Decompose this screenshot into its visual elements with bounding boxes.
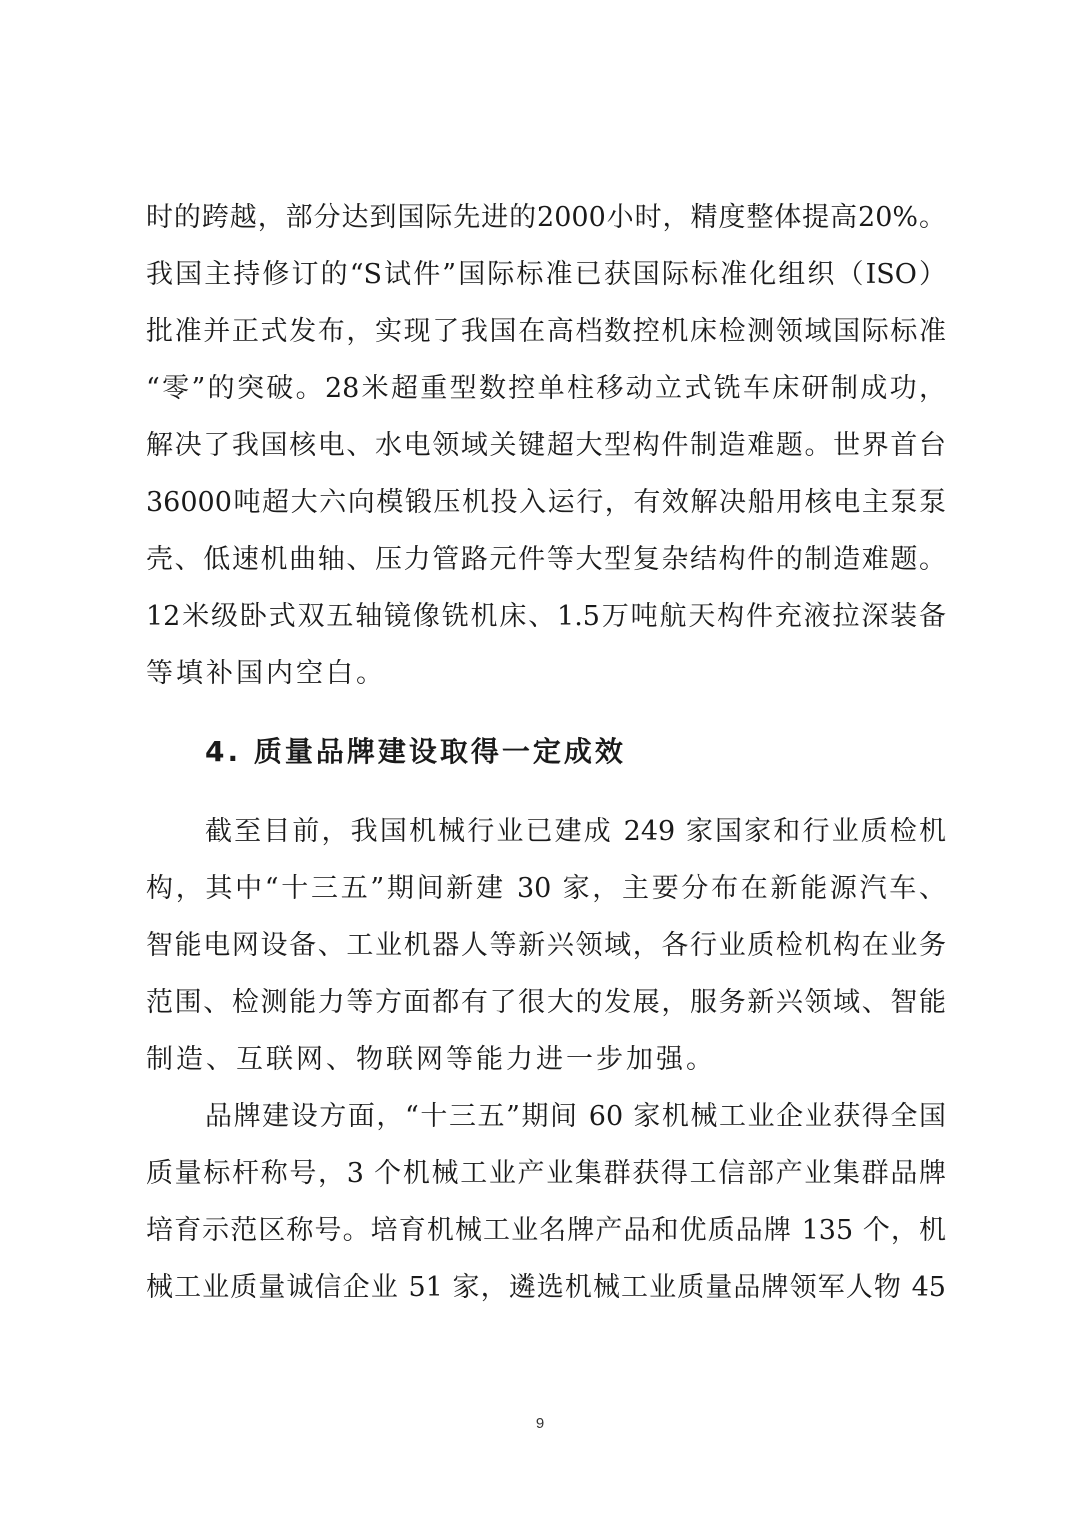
text-line: 解决了我国核电、水电领域关键超大型构件制造难题。世界首台 [146, 430, 946, 461]
text-line: 品牌建设方面，“十三五”期间 60 家机械工业企业获得全国 [205, 1101, 946, 1132]
text-line: 范围、检测能力等方面都有了很大的发展，服务新兴领域、智能 [146, 987, 946, 1018]
text-line: 壳、低速机曲轴、压力管路元件等大型复杂结构件的制造难题。 [146, 544, 946, 575]
text-line: 12米级卧式双五轴镜像铣机床、1.5万吨航天构件充液拉深装备 [146, 601, 946, 632]
text-line: 智能电网设备、工业机器人等新兴领域，各行业质检机构在业务 [146, 930, 946, 961]
text-line: 截至目前，我国机械行业已建成 249 家国家和行业质检机 [205, 816, 946, 847]
text-line: 培育示范区称号。培育机械工业名牌产品和优质品牌 135 个，机 [146, 1215, 946, 1246]
text-line: 批准并正式发布，实现了我国在高档数控机床检测领域国际标准 [146, 316, 946, 347]
text-line: 械工业质量诚信企业 51 家，遴选机械工业质量品牌领军人物 45 [146, 1272, 946, 1303]
page-number: 9 [535, 1415, 545, 1432]
text-line: 制造、互联网、物联网等能力进一步加强。 [146, 1044, 716, 1075]
text-line: 质量标杆称号，3 个机械工业产业集群获得工信部产业集群品牌 [146, 1158, 946, 1189]
text-line: 36000吨超大六向模锻压机投入运行，有效解决船用核电主泵泵 [146, 487, 946, 518]
section-heading: 4. 质量品牌建设取得一定成效 [205, 735, 626, 768]
text-line: 我国主持修订的“S试件”国际标准已获国际标准化组织（ISO） [146, 259, 946, 290]
text-line: 时的跨越，部分达到国际先进的2000小时，精度整体提高20%。 [146, 202, 946, 233]
text-line: 等填补国内空白。 [146, 658, 386, 689]
text-line: 构，其中“十三五”期间新建 30 家，主要分布在新能源汽车、 [146, 873, 946, 904]
text-line: “零”的突破。28米超重型数控单柱移动立式铣车床研制成功， [146, 373, 946, 404]
